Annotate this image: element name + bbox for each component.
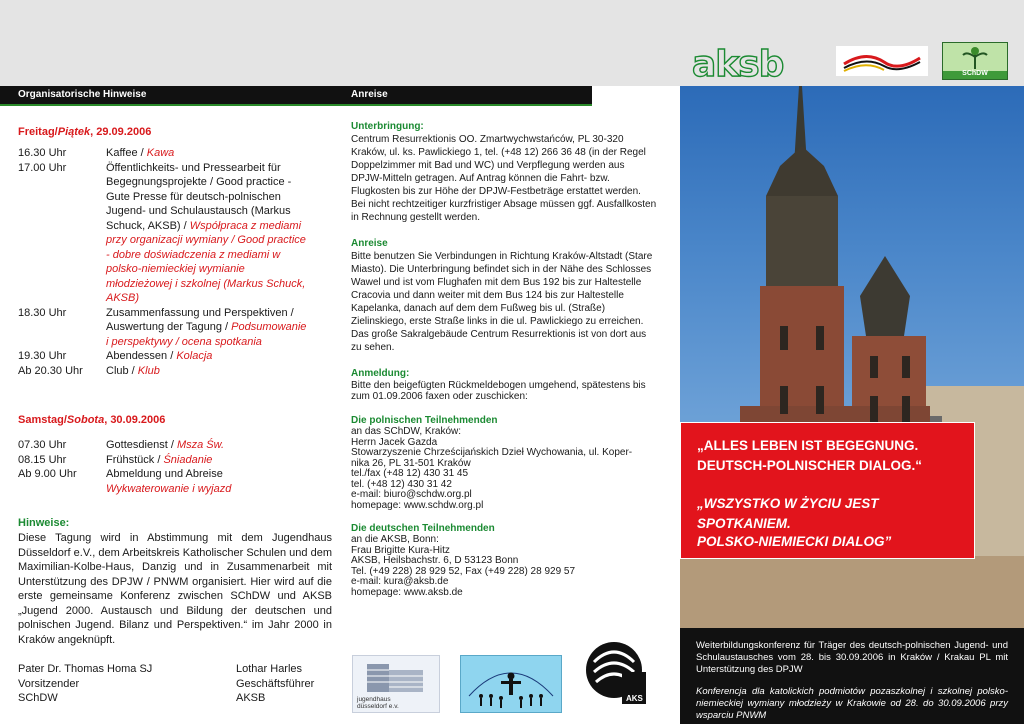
polish-contact	[351, 427, 661, 511]
polish-participants-title: Die polnischen Teilnehmenden	[351, 415, 498, 426]
contact-line: nika 26, PL 31-501 Kraków	[351, 457, 471, 469]
anmeldung-title: Anmeldung:	[351, 368, 410, 379]
contact-line: Herrn Jacek Gazda	[351, 436, 438, 448]
program-text-pl: Śniadanie	[163, 453, 213, 466]
conference-info-de: Weiterbildungskonferenz für Träger des deutsch-polnischen Jugend- und Schulaustausches vom 28. bis 30.09.2006 in Kraków / Krakau PL mit Unterstützung des DPJW	[696, 640, 1008, 675]
program-text-de: Gottesdienst /	[106, 439, 177, 451]
program-text-de: Abmeldung und Abreise	[106, 468, 223, 480]
contact-line: Stowarzyszenie Chrześcijańskich Dzieł Wychowania, ul. Koper-	[351, 447, 633, 458]
aks-logo	[584, 632, 648, 710]
saturday-heading-pl: Sobota	[66, 414, 105, 426]
conference-info-pl: Konferencja dla katolickich podmiotów pozaszkolnej i szkolnej polsko- niemieckiej wymiany młodzieży w Krakowie od 28. do 30.09.2006 przy wsparciu PNWM	[696, 686, 1008, 721]
schdw-logo	[942, 42, 1008, 80]
hinweise-title: Hinweise:	[18, 517, 70, 529]
contact-line: tel./fax (+48 12) 430 31 45	[351, 468, 469, 479]
program-text-de: Club /	[106, 364, 138, 377]
program-time: Ab 20.30 Uhr	[18, 364, 83, 377]
signature-org: SChDW	[18, 692, 58, 704]
program-text-pl: Kolacja	[176, 350, 213, 362]
unterbringung-title: Unterbringung:	[351, 121, 424, 132]
program-text-de: Öffentlichkeits- und Pressearbeit für Begegnungsprojekte / Good practice - Gute Presse für deutsch-polnischen Jugend- und Schulaustausch (Markus Schuck, AKSB) /	[106, 161, 292, 232]
signature-role: Geschäftsführer	[236, 677, 315, 690]
program-time: Ab 9.00 Uhr	[18, 468, 77, 480]
friday-heading-date: , 29.09.2006	[90, 126, 152, 138]
slogan-de-line2: DEUTSCH-POLNISCHER DIALOG.“	[697, 458, 923, 473]
program-text-de: Zusammenfassung und Perspektiven / Auswertung der Tagung	[106, 306, 294, 333]
saturday-heading	[18, 410, 165, 428]
header-anreise: Anreise	[351, 89, 388, 100]
signature-name: Pater Dr. Thomas Homa SJ	[18, 663, 153, 675]
program-text-pl: Wykwaterowanie i wyjazd	[106, 482, 232, 495]
jugendhaus-logo	[352, 655, 440, 713]
program-time: 16.30 Uhr	[18, 147, 67, 159]
program-text-pl: Podsumowanie i perspektywy / ocena spotkania	[106, 321, 307, 348]
program-text-pl: Współpraca z mediami przy organizacji wymiany / Good practice - dobre doświadczenia z mediami w polsko-niemieckiej wymianie młodzieżowej i szkolnej (Markus Schuck, AKSB)	[106, 219, 306, 304]
contact-line: Tel. (+49 228) 28 929 52, Fax (+49 228) 28 929 57	[351, 565, 576, 577]
program-item	[18, 364, 318, 379]
program-item	[18, 146, 318, 161]
slogan-de-line1: „ALLES LEBEN IST BEGEGNUNG.	[697, 438, 919, 453]
conference-info-box	[680, 628, 1024, 724]
contact-line: AKSB, Heilsbachstr. 6, D 53123 Bonn	[351, 555, 519, 566]
slogan-pl-line2: SPOTKANIEM.	[697, 516, 791, 531]
email-link[interactable]: e-mail: kura@aksb.de	[351, 576, 449, 587]
saturday-heading-de: Samstag/	[18, 414, 67, 426]
program-text-de: Abendessen /	[106, 350, 177, 362]
program-text-pl: Kawa	[146, 147, 175, 159]
slogan-pl-line1: „WSZYSTKO W ŻYCIU JEST	[697, 496, 879, 511]
partner-logo	[836, 46, 928, 76]
kolbe-logo	[460, 655, 562, 713]
contact-line: Frau Brigitte Kura-Hitz	[351, 544, 450, 556]
saturday-heading-date: , 30.09.2006	[104, 414, 166, 426]
jugendhaus-logo-text: jugendhaus düsseldorf e.v.	[357, 696, 399, 710]
program-text-de: Frühstück /	[106, 453, 164, 466]
program-time: 17.00 Uhr	[18, 161, 67, 174]
header-organisatorische-hinweise: Organisatorische Hinweise	[18, 89, 147, 100]
slogan-pl-line3: POLSKO-NIEMIECKI DIALOG”	[697, 534, 892, 549]
program-text-pl: Klub	[137, 364, 160, 377]
anreise-column	[351, 120, 661, 598]
schdw-logo-text: SChDW	[962, 70, 988, 77]
friday-heading-de: Freitag/	[18, 126, 58, 138]
anreise-title: Anreise	[351, 238, 388, 249]
program-time: 19.30 Uhr	[18, 350, 67, 362]
homepage-link[interactable]: homepage: www.aksb.de	[351, 586, 463, 598]
email-link[interactable]: e-mail: biuro@schdw.org.pl	[351, 489, 472, 500]
german-contact	[351, 535, 661, 598]
aksb-logo	[692, 46, 824, 82]
unterbringung-text: Centrum Resurrektionis OO. Zmartwychwstańców, PL 30-320 Kraków, ul. ks. Pawlickiego 1, tel. (+48 12) 266 36 48 (in der Regel Doppelzimmer mit Bad und WC) und Verpflegung werden aus DPJW-Mitteln getragen. Auf Antrag können die Fahrt- bzw. Flugkosten bis zur Höhe der DPJW-Festbeträge erstattet werden. Bei nicht rechtzeitiger kurzfristiger Absage müssen ggf. Ausfallkosten in Rechnung gestellt werden.	[351, 134, 657, 223]
program-item	[18, 438, 318, 453]
program-item	[18, 161, 318, 306]
contact-line: tel. (+48 12) 430 31 42	[351, 478, 452, 490]
anreise-text: Bitte benutzen Sie Verbindungen in Richtung Kraków-Altstadt (Stare Miasto). Die Unterbringung befindet sich in der Nähe des Schlosses Wawel und ist vom Flughafen mit dem Bus 192 bis zur Haltestelle Cracovia und dann weiter mit dem Bus 124 bis zur Haltestelle Kapelanka, danach auf dem dem Fußweg bis ul. (Straße) Zielinskiego, erste Straße links in die ul. Pawlickiego zu erreichen. Das große Sakralgebäude Centrum Resurrektionis ist von dort aus zu sehen.	[351, 251, 653, 353]
slogan-box	[680, 422, 975, 559]
program-item: 18.30 Uhr Zusammenfassung und Perspektiven / Auswertung der Tagung / Podsumowanie i perspektywy / ocena spotkania	[18, 306, 307, 348]
signature-left	[18, 662, 152, 706]
program-time: 07.30 Uhr	[18, 439, 67, 451]
contact-line: an die AKSB, Bonn:	[351, 534, 439, 545]
program-time: 18.30 Uhr	[18, 306, 67, 319]
friday-program	[18, 146, 318, 378]
signature-role: Vorsitzender	[18, 677, 80, 690]
program-item	[18, 453, 318, 468]
program-text-de: Kaffee /	[106, 147, 147, 159]
friday-heading-pl: Piątek	[57, 126, 91, 138]
program-text-pl: Msza Św.	[176, 439, 225, 451]
german-participants-title: Die deutschen Teilnehmenden	[351, 523, 495, 534]
program-item	[18, 467, 318, 496]
aksb-logo-text: aksb	[692, 46, 784, 82]
section-header-bar	[0, 86, 592, 106]
aks-logo-text: AKS	[626, 694, 643, 703]
signature-right	[236, 662, 314, 706]
contact-line: an das SChDW, Kraków:	[351, 426, 462, 437]
signature-org: AKSB	[236, 692, 266, 704]
friday-heading	[18, 122, 151, 140]
saturday-program	[18, 438, 318, 496]
hinweise-text: Diese Tagung wird in Abstimmung mit dem Jugendhaus Düsseldorf e.V., dem Arbeitskreis Katholischer Schulen und dem Maximilian-Kolbe-Haus, Danzig und in Zusammenarbeit mit Unterstützung des DPJW / PNWM organisiert. Hier wird auf die erste gemeinsame Konferenz zwischen SChDW und AKSB „Jugend 2000. Austausch und Bildung der deutschen und polnischen Jugend. Bilanz und Perspektiven.“ im Jahr 2000 in Kraków angeknüpft.	[18, 532, 332, 646]
program-item	[18, 349, 318, 364]
homepage-link[interactable]: homepage: www.schdw.org.pl	[351, 499, 484, 511]
program-time: 08.15 Uhr	[18, 453, 67, 466]
anmeldung-text: Bitte den beigefügten Rückmeldebogen umgehend, spätestens bis zum 01.09.2006 faxen oder zuschicken:	[351, 380, 646, 402]
signature-name: Lothar Harles	[236, 663, 303, 675]
